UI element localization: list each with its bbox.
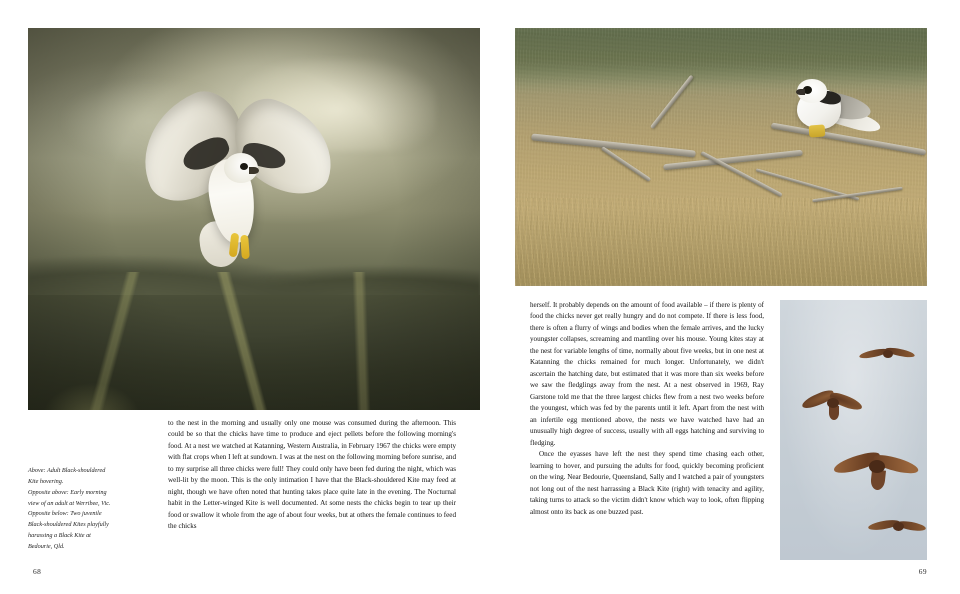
caption-line: Above: Adult Black-shouldered [28, 467, 106, 474]
caption-line: Black-shouldered Kites playfully [28, 521, 109, 529]
painting-vignette [28, 28, 480, 410]
caption-line: Kite hovering. [28, 477, 64, 485]
right-page [480, 0, 960, 594]
branch-limb [650, 75, 694, 129]
perched-kite-legs [808, 125, 825, 138]
bird-body [827, 398, 839, 408]
bird-body [869, 460, 885, 473]
page-number-left: 68 [33, 567, 42, 576]
body-text-right [530, 300, 764, 518]
figure-caption [28, 466, 146, 553]
caption-line: view of an adult at Werribee, Vic. [28, 499, 111, 507]
caption-line: Opposite below: Two juvenile [28, 510, 102, 518]
caption-line: harassing a Black Kite at [28, 532, 91, 540]
photo-juvenile-kites-harassing-black-kite [780, 300, 927, 560]
perched-kite-beak [796, 89, 805, 95]
bird-in-flight [868, 513, 926, 539]
page-number-right: 69 [918, 567, 927, 576]
caption-line: Bedourie, Qld. [28, 542, 65, 550]
paragraph: herself. It probably depends on the amount of food available – if there is plenty of food the chicks never get really hungry and do not compete. If there is less food, there is often a flurry of wings and bodies when the female arrives, and the lucky youngster collapses, screaming and mantling over his mouse. Young kites stay at the nest for variable lengths of time, normally about five weeks, but in one nest at Katanning the chicks remained for much longer. Unfortunately, we didn't ascertain the hatching date, but estimated that it was more than six weeks before we saw the fledglings away from the nest. At a nest observed in 1969, Ray Garstone told me that the three largest chicks flew from a nest two weeks before the youngest, which was fed by the parents until it left. Apart from the nest with an infertile egg mentioned above, the nests we have watched have had an unusually high degree of success, usually with all eggs hatching and surviving to fledging. [530, 301, 764, 447]
bird-in-flight [859, 342, 915, 368]
body-text-left: to the nest in the morning and usually only one mouse was consumed during the afternoon. This could be so that the chicks have time to produce and eject pellets before the following morning's food. At a nest we watched at Katanning, Western Australia, in February 1967 the chicks were empty with flat crops when I left at sundown. I was at the nest on the following morning before sunrise, and to my surprise all three chicks were full! They could only have been fed during the night, which was well-lit by the moon. This is the only intimation I have that the Black-shouldered Kite may feed at night, though we have often noted that hunting takes place quite late in the evening. The Nocturnal habit in the Letter-winged Kite is well documented. At some nests the chicks begin to tear up their food or swallow it whole from the age of about four weeks, but at others the female continues to feed the chicks [168, 419, 456, 531]
bird-tail [829, 406, 839, 420]
perched-kite-figure [775, 69, 895, 179]
black-kite-in-flight [833, 446, 919, 492]
bird-in-flight [801, 388, 863, 422]
bird-body [893, 522, 904, 531]
photo-adult-kite-perched-on-dead-branch [515, 28, 927, 286]
bird-body [883, 350, 893, 358]
painting-black-shouldered-kite-hovering [28, 28, 480, 410]
caption-line: Opposite above: Early morning [28, 488, 107, 496]
paragraph: Once the eyasses have left the nest they spend time chasing each other, learning to hover, and pursuing the adults for food, quickly becoming proficient on the wing. Near Bedourie, Queensland, Sally and I watched a pair of youngsters not long out of the nest harrassing a Black Kite (right) with tenacity and agility, taking turns to attack so the victim didn't know which way to look, often flipping almost onto its back as one buzzed past. [530, 450, 764, 516]
